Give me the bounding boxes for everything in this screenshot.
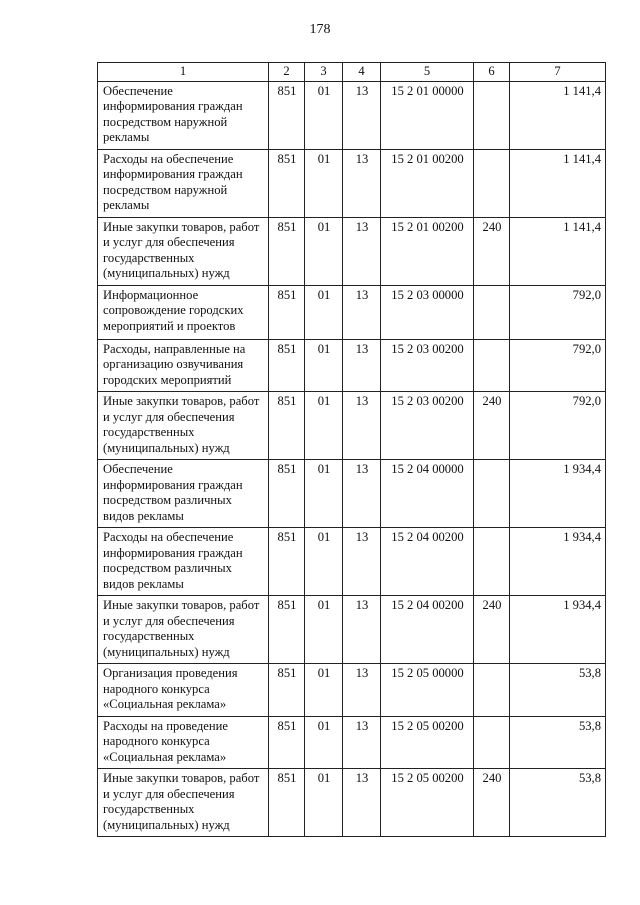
table-row (98, 339, 606, 392)
row-name: Расходы на обеспечение информирования граждан посредством различных видов рекламы (98, 528, 269, 596)
row-amount: 792,0 (510, 392, 606, 460)
row-section: 01 (305, 716, 343, 769)
row-subsection: 13 (343, 339, 381, 392)
column-header-4: 4 (343, 63, 381, 82)
row-amount: 1 934,4 (510, 528, 606, 596)
row-name: Иные закупки товаров, работ и услуг для обеспечения государственных (муниципальных) нужд (98, 769, 269, 837)
row-subsection: 13 (343, 81, 381, 149)
row-subsection: 13 (343, 664, 381, 717)
row-section: 01 (305, 285, 343, 339)
row-ministry-code: 851 (269, 716, 305, 769)
row-name: Обеспечение информирования граждан посредством наружной рекламы (98, 81, 269, 149)
row-target-article: 15 2 03 00200 (381, 392, 474, 460)
budget-table (97, 62, 606, 837)
row-amount: 1 141,4 (510, 81, 606, 149)
row-target-article: 15 2 05 00000 (381, 664, 474, 717)
column-header-1: 1 (98, 63, 269, 82)
row-target-article: 15 2 03 00000 (381, 285, 474, 339)
table-row (98, 528, 606, 596)
row-name: Расходы на проведение народного конкурса «Социальная реклама» (98, 716, 269, 769)
row-subsection: 13 (343, 769, 381, 837)
row-expense-type (474, 285, 510, 339)
row-target-article: 15 2 01 00200 (381, 217, 474, 285)
row-amount: 1 934,4 (510, 460, 606, 528)
row-ministry-code: 851 (269, 339, 305, 392)
table-row (98, 81, 606, 149)
row-target-article: 15 2 03 00200 (381, 339, 474, 392)
row-subsection: 13 (343, 716, 381, 769)
header-row (98, 63, 606, 82)
row-target-article: 15 2 04 00000 (381, 460, 474, 528)
row-expense-type (474, 149, 510, 217)
row-amount: 792,0 (510, 339, 606, 392)
row-ministry-code: 851 (269, 285, 305, 339)
table-row (98, 392, 606, 460)
row-subsection: 13 (343, 285, 381, 339)
row-expense-type (474, 716, 510, 769)
row-name: Расходы, направленные на организацию озвучивания городских мероприятий (98, 339, 269, 392)
table-row (98, 596, 606, 664)
row-subsection: 13 (343, 392, 381, 460)
row-expense-type: 240 (474, 596, 510, 664)
column-header-7: 7 (510, 63, 606, 82)
row-expense-type (474, 528, 510, 596)
column-header-6: 6 (474, 63, 510, 82)
row-ministry-code: 851 (269, 217, 305, 285)
row-amount: 53,8 (510, 664, 606, 717)
row-name: Обеспечение информирования граждан посредством различных видов рекламы (98, 460, 269, 528)
row-ministry-code: 851 (269, 460, 305, 528)
row-target-article: 15 2 05 00200 (381, 716, 474, 769)
row-expense-type: 240 (474, 392, 510, 460)
row-target-article: 15 2 05 00200 (381, 769, 474, 837)
row-amount: 792,0 (510, 285, 606, 339)
row-section: 01 (305, 217, 343, 285)
row-section: 01 (305, 596, 343, 664)
row-target-article: 15 2 01 00200 (381, 149, 474, 217)
row-amount: 1 141,4 (510, 149, 606, 217)
row-subsection: 13 (343, 217, 381, 285)
row-subsection: 13 (343, 460, 381, 528)
page-number: 178 (309, 22, 331, 37)
row-ministry-code: 851 (269, 596, 305, 664)
row-section: 01 (305, 149, 343, 217)
row-target-article: 15 2 01 00000 (381, 81, 474, 149)
table-row (98, 217, 606, 285)
row-section: 01 (305, 460, 343, 528)
row-section: 01 (305, 392, 343, 460)
column-header-3: 3 (305, 63, 343, 82)
column-header-5: 5 (381, 63, 474, 82)
row-expense-type (474, 339, 510, 392)
table-row (98, 664, 606, 717)
row-ministry-code: 851 (269, 149, 305, 217)
row-expense-type (474, 460, 510, 528)
row-name: Расходы на обеспечение информирования граждан посредством наружной рекламы (98, 149, 269, 217)
row-section: 01 (305, 81, 343, 149)
row-ministry-code: 851 (269, 664, 305, 717)
row-section: 01 (305, 339, 343, 392)
row-amount: 1 141,4 (510, 217, 606, 285)
row-subsection: 13 (343, 528, 381, 596)
row-section: 01 (305, 769, 343, 837)
row-section: 01 (305, 528, 343, 596)
row-name: Информационное сопровождение городских мероприятий и проектов (98, 285, 269, 339)
row-name: Организация проведения народного конкурса «Социальная реклама» (98, 664, 269, 717)
table-row (98, 149, 606, 217)
row-ministry-code: 851 (269, 769, 305, 837)
row-section: 01 (305, 664, 343, 717)
column-header-2: 2 (269, 63, 305, 82)
row-amount: 53,8 (510, 769, 606, 837)
row-name: Иные закупки товаров, работ и услуг для обеспечения государственных (муниципальных) нужд (98, 217, 269, 285)
row-target-article: 15 2 04 00200 (381, 528, 474, 596)
row-expense-type (474, 664, 510, 717)
row-expense-type (474, 81, 510, 149)
table-row (98, 716, 606, 769)
row-expense-type: 240 (474, 217, 510, 285)
row-ministry-code: 851 (269, 81, 305, 149)
row-expense-type: 240 (474, 769, 510, 837)
table-row (98, 285, 606, 339)
row-subsection: 13 (343, 596, 381, 664)
table-row (98, 460, 606, 528)
row-ministry-code: 851 (269, 392, 305, 460)
row-amount: 1 934,4 (510, 596, 606, 664)
row-subsection: 13 (343, 149, 381, 217)
row-ministry-code: 851 (269, 528, 305, 596)
row-amount: 53,8 (510, 716, 606, 769)
row-target-article: 15 2 04 00200 (381, 596, 474, 664)
row-name: Иные закупки товаров, работ и услуг для обеспечения государственных (муниципальных) нужд (98, 596, 269, 664)
row-name: Иные закупки товаров, работ и услуг для обеспечения государственных (муниципальных) нужд (98, 392, 269, 460)
table-row (98, 769, 606, 837)
